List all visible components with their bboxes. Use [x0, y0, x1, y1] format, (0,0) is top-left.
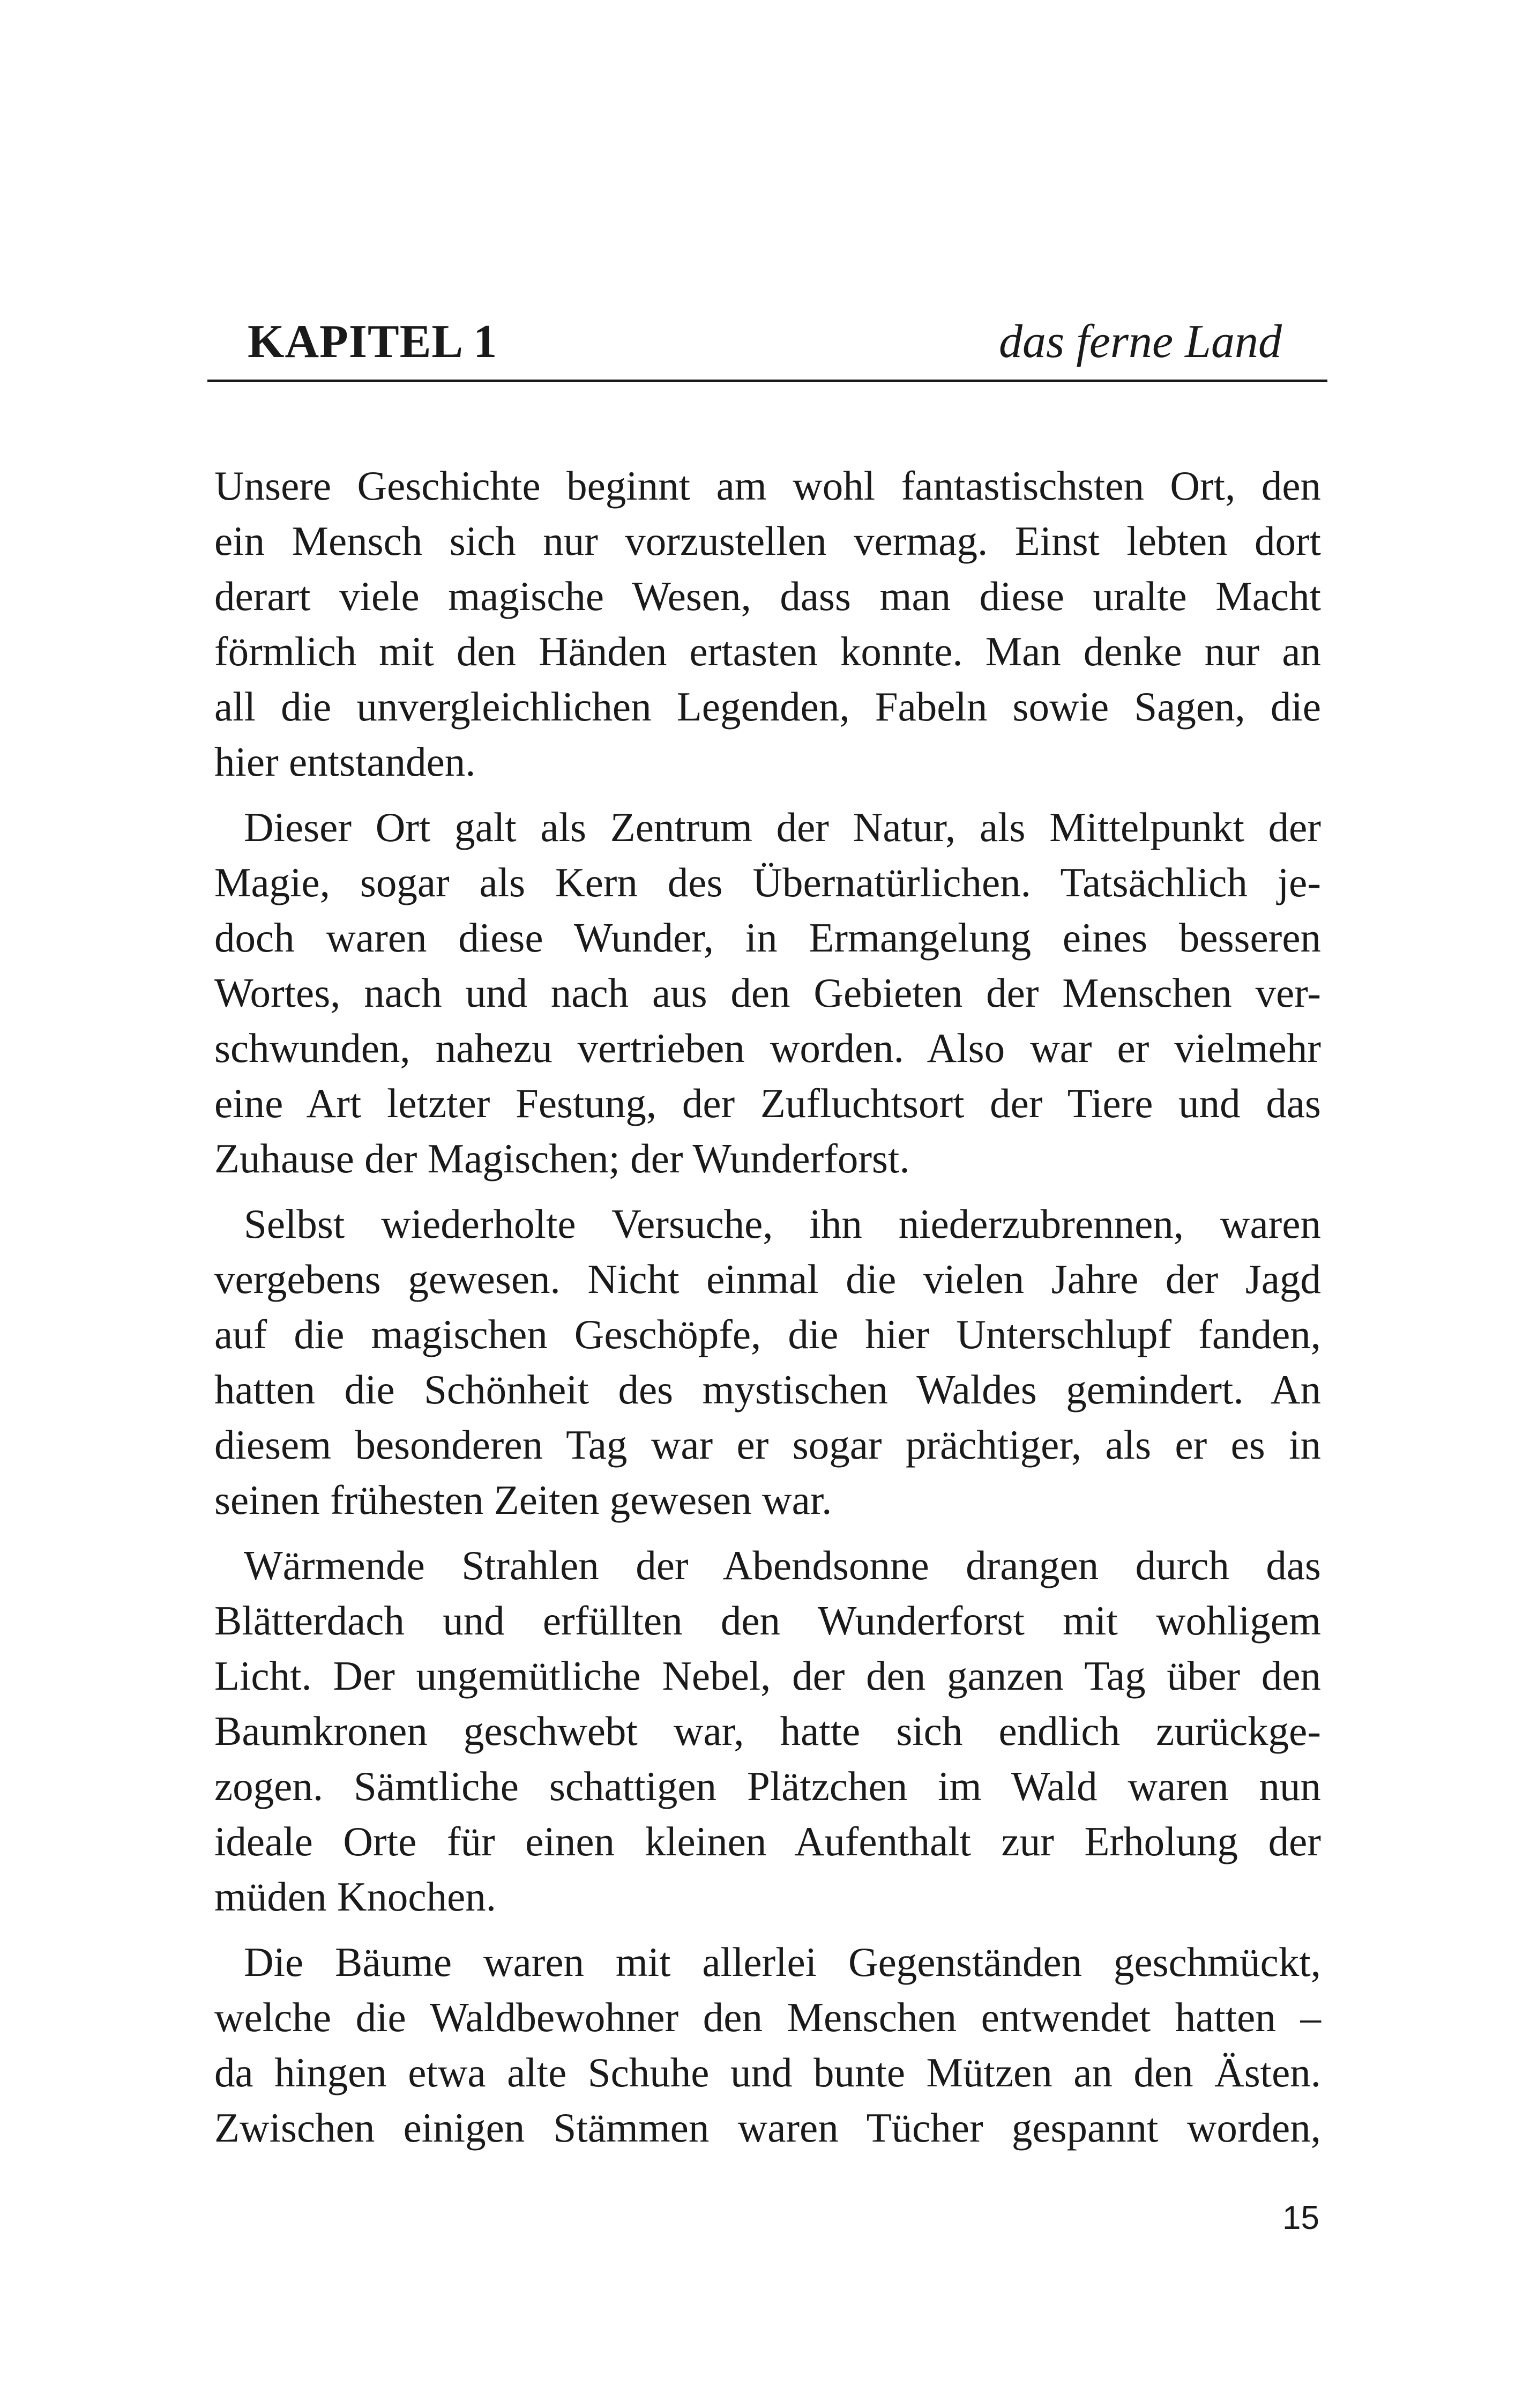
text-line: Magie, sogar als Kern des Übernatürlichen. Tatsächlich je- [214, 859, 1321, 905]
text-line: Unsere Geschichte beginnt am wohl fantastischsten Ort, den [214, 463, 1321, 509]
text-line: doch waren diese Wunder, in Ermangelung eines besseren [214, 915, 1321, 961]
text-line: Wortes, nach und nach aus den Gebieten der Menschen ver- [214, 970, 1321, 1016]
text-line: vergebens gewesen. Nicht einmal die vielen Jahre der Jagd [214, 1256, 1321, 1302]
text-line: hatten die Schönheit des mystischen Waldes gemindert. An [214, 1366, 1321, 1413]
text-line: Zwischen einigen Stämmen waren Tücher gespannt worden, [214, 2105, 1321, 2151]
text-line: eine Art letzter Festung, der Zufluchtsort der Tiere und das [214, 1080, 1321, 1126]
text-line: Dieser Ort galt als Zentrum der Natur, als Mittelpunkt der [244, 804, 1321, 850]
text-line: ideale Orte für einen kleinen Aufenthalt zur Erholung der [214, 1818, 1321, 1864]
text-line: Baumkronen geschwebt war, hatte sich endlich zurückge- [214, 1708, 1321, 1754]
paragraph [214, 1935, 1321, 2156]
paragraph [214, 1196, 1321, 1528]
text-line: Selbst wiederholte Versuche, ihn niederzubrennen, waren [244, 1201, 1321, 1247]
text-line: da hingen etwa alte Schuhe und bunte Mützen an den Ästen. [214, 2049, 1321, 2095]
page-number: 15 [1282, 2199, 1319, 2236]
text-line: Die Bäume waren mit allerlei Gegenständen geschmückt, [244, 1939, 1321, 1985]
text-line: förmlich mit den Händen ertasten konnte. Man denke nur an [214, 628, 1321, 674]
text-line: Wärmende Strahlen der Abendsonne drangen durch das [244, 1542, 1321, 1588]
text-line: zogen. Sämtliche schattigen Plätzchen im Wald waren nun [214, 1763, 1321, 1809]
paragraph [214, 458, 1321, 790]
text-line: all die unvergleichlichen Legenden, Fabeln sowie Sagen, die [214, 683, 1321, 730]
text-line: Blätterdach und erfüllten den Wunderforst mit wohligem [214, 1597, 1321, 1644]
text-line: auf die magischen Geschöpfe, die hier Unterschlupf fanden, [214, 1311, 1321, 1357]
paragraph [214, 800, 1321, 1186]
running-header [207, 310, 1327, 382]
text-line: welche die Waldbewohner den Menschen entwendet hatten – [214, 1994, 1321, 2040]
text-line: Zuhause der Magischen; der Wunderforst. [214, 1135, 910, 1181]
text-line: seinen frühesten Zeiten gewesen war. [214, 1477, 832, 1523]
text-line: müden Knochen. [214, 1874, 497, 1920]
text-line: ein Mensch sich nur vorzustellen vermag. Einst lebten dort [214, 518, 1321, 564]
chapter-subtitle: das ferne Land [999, 316, 1282, 368]
text-line: diesem besonderen Tag war er sogar prächtiger, als er es in [214, 1422, 1321, 1468]
text-line: schwunden, nahezu vertrieben worden. Also war er vielmehr [214, 1025, 1321, 1071]
text-line: hier entstanden. [214, 739, 476, 785]
paragraph [214, 1538, 1321, 1924]
text-line: Licht. Der ungemütliche Nebel, der den ganzen Tag über den [214, 1653, 1321, 1699]
chapter-title: KAPITEL 1 [248, 316, 498, 368]
text-line: derart viele magische Wesen, dass man diese uralte Macht [214, 573, 1321, 619]
body-text [214, 458, 1321, 2166]
